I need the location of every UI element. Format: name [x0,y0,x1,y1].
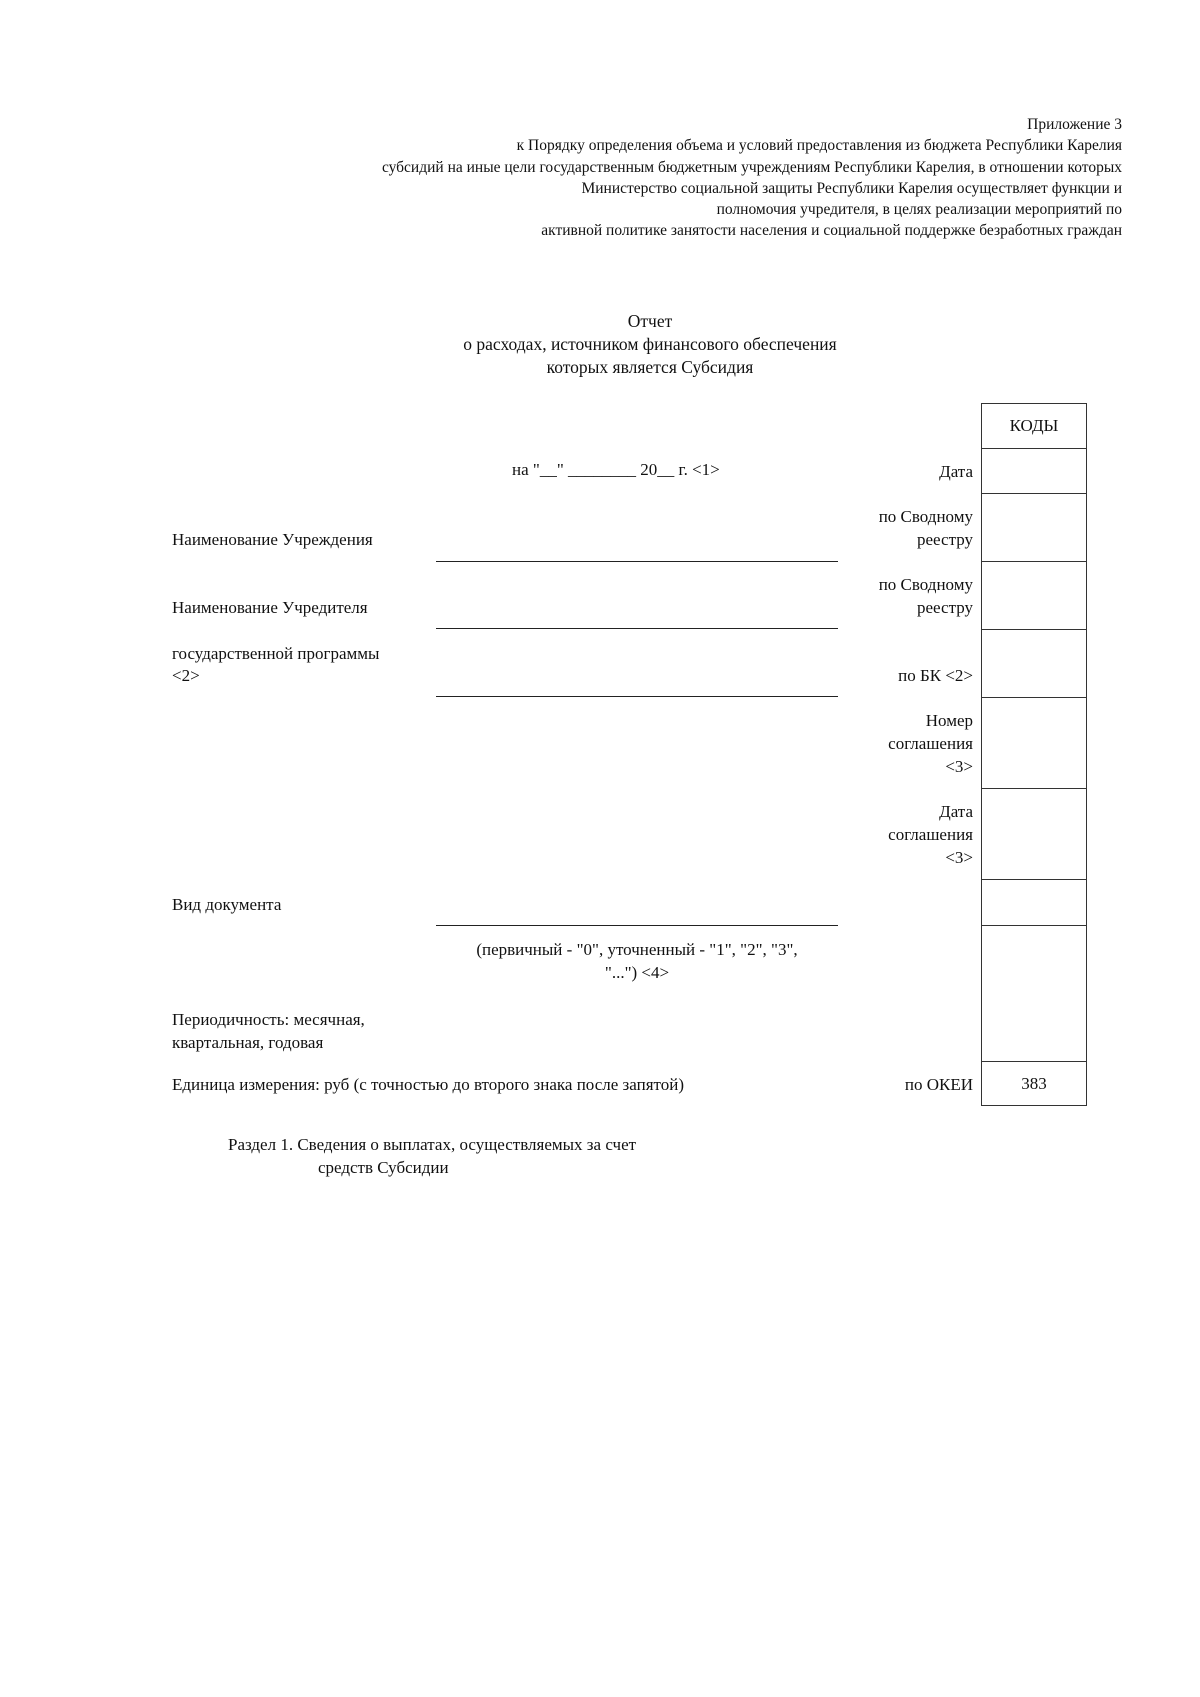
label-unit: Единица измерения: руб (с точностью до второго знака после запятой) [172,1075,684,1094]
section-heading-line-2: средств Субсидии [318,1158,449,1177]
label-institution: Наименование Учреждения [172,530,373,549]
institution-field[interactable] [436,561,838,562]
codes-header-label: КОДЫ [1009,416,1059,435]
code-cell-periodicity[interactable] [982,925,1086,1061]
label-doc-type: Вид документа [172,895,282,914]
label-svodny-2a: по Сводному [878,575,973,594]
code-cell-agreement-number[interactable] [982,697,1086,788]
label-okei: по ОКЕИ [904,1075,973,1094]
header-line-2: субсидий на иные цели государственным бюджетным учреждениям Республики Карелия, в отношении которых [381,159,1122,176]
report-title: Отчет [627,311,673,331]
label-agreement-number-b: соглашения [888,734,973,753]
code-cell-doc-type[interactable] [982,879,1086,925]
label-program-a: государственной программы [172,644,380,663]
section-heading: Раздел 1. Сведения о выплатах, осуществляемых за счет [228,1135,637,1154]
label-agreement-date-b: соглашения [888,825,973,844]
codes-header [982,403,1086,448]
label-periodicity-b: квартальная, годовая [172,1033,324,1052]
codes-column [981,403,1087,1106]
header-line-5: активной политике занятости населения и социальной поддержке безработных граждан [541,222,1122,239]
label-founder: Наименование Учредителя [172,598,368,617]
report-date-line[interactable]: на "__" ________ 20__ г. <1> [512,460,720,479]
code-cell-svodny-institution[interactable] [982,493,1086,561]
report-title-line-3: которых является Субсидия [546,357,754,377]
label-program-b: <2> [172,666,200,685]
doc-type-hint-b: "...") <4> [604,963,670,982]
code-cell-okei[interactable] [982,1061,1086,1106]
header-line-4: полномочия учредителя, в целях реализации мероприятий по [716,201,1122,218]
code-cell-bk[interactable] [982,629,1086,697]
report-title-line-2: о расходах, источником финансового обеспечения [463,334,837,354]
doc-type-field[interactable] [436,925,838,926]
label-svodny-1a: по Сводному [878,507,973,526]
code-cell-date[interactable] [982,448,1086,493]
code-cell-svodny-founder[interactable] [982,561,1086,629]
label-date: Дата [939,462,973,481]
label-agreement-date-c: <3> [945,848,973,867]
header-line-1: к Порядку определения объема и условий предоставления из бюджета Республики Карелия [516,137,1122,154]
header-line-3: Министерство социальной защиты Республики Карелия осуществляет функции и [581,180,1122,197]
label-svodny-2b: реестру [917,598,973,617]
label-agreement-date-a: Дата [939,802,973,821]
code-cell-agreement-date[interactable] [982,788,1086,879]
label-agreement-number-c: <3> [945,757,973,776]
program-field[interactable] [436,696,838,697]
label-bk: по БК <2> [898,666,973,685]
okei-code-value: 383 [1021,1073,1047,1093]
doc-type-hint-a: (первичный - "0", уточненный - "1", "2", "3", [476,940,798,959]
label-periodicity-a: Периодичность: месячная, [172,1010,365,1029]
founder-field[interactable] [436,628,838,629]
label-svodny-1b: реестру [917,530,973,549]
appendix-number: Приложение 3 [1027,116,1122,133]
label-agreement-number-a: Номер [925,711,973,730]
